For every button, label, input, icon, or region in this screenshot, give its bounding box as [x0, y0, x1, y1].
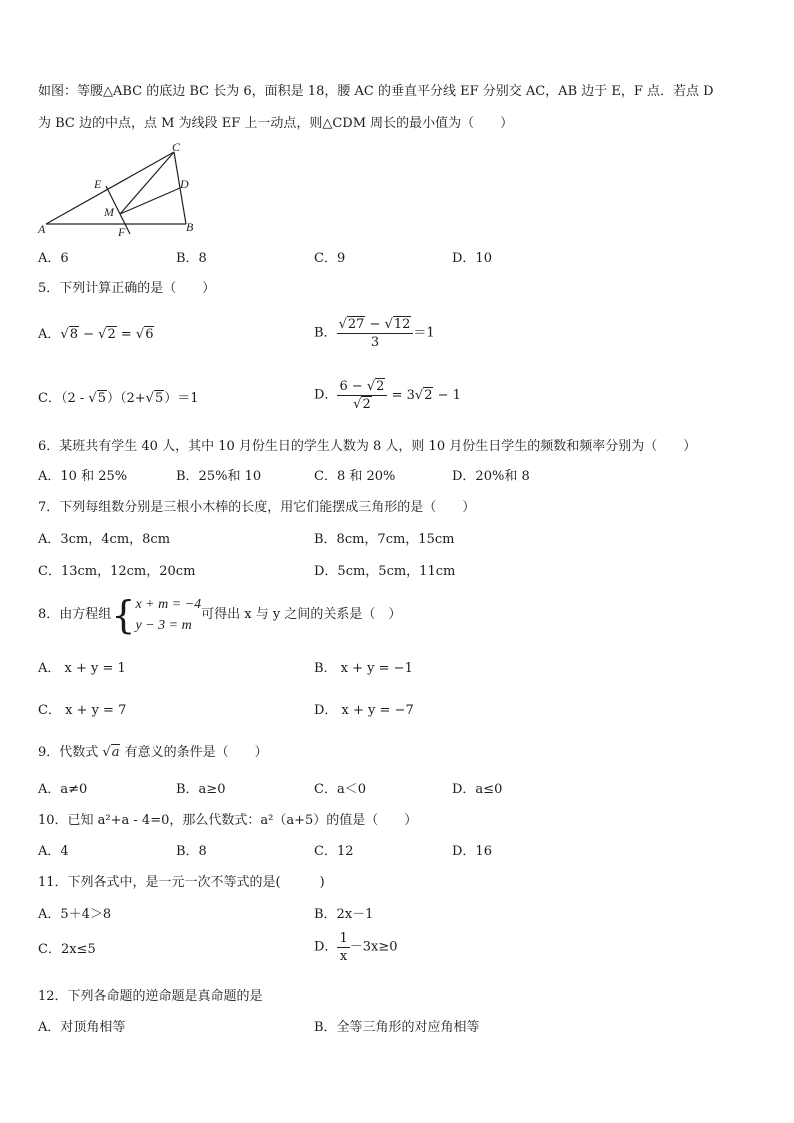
q10-stem: 10．已知 a²+a - 4=0，那么代数式：a²（a+5）的值是（ ）: [38, 813, 418, 828]
q5-option-c[interactable]: C．（2 - √5）（2+√5）＝1: [38, 391, 199, 406]
q4-option-a[interactable]: A．6: [38, 251, 69, 266]
q9-option-d[interactable]: D．a≤0: [452, 782, 503, 797]
q4-stem-line1: 如图：等腰△ABC 的底边 BC 长为 6，面积是 18，腰 AC 的垂直平分线 EF 分别交 AC，AB 边于 E，F 点．若点 D: [38, 84, 714, 99]
q8-equation-1: x + m = −4: [135, 597, 202, 612]
q12-stem: 12．下列各命题的逆命题是真命题的是: [38, 989, 263, 1004]
q10-option-c[interactable]: C．12: [314, 844, 354, 859]
q8-stem: 8．由方程组{ x + m = −4 y − 3 = m 可得出 x 与 y 之间的关系是（ ）: [38, 593, 402, 637]
q6-option-b[interactable]: B．25%和 10: [176, 469, 262, 484]
q11-option-d[interactable]: D． $\frac{1}{x}$ －3x≥0: [314, 931, 398, 964]
q7-stem: 7．下列每组数分别是三根小木棒的长度，用它们能摆成三角形的是（ ）: [38, 500, 476, 515]
q10-option-d[interactable]: D．16: [452, 844, 492, 859]
q7-option-c[interactable]: C．13cm，12cm，20cm: [38, 564, 196, 579]
q7-option-a[interactable]: A．3cm，4cm，8cm: [38, 532, 171, 547]
q11-option-a[interactable]: A．5＋4＞8: [38, 907, 112, 922]
q10-option-a[interactable]: A．4: [38, 844, 69, 859]
q11-option-c[interactable]: C．2x≤5: [38, 942, 96, 957]
q5-option-d[interactable]: D． $\frac{6 - √2}{√2}$ = 3√2 − 1: [314, 379, 461, 412]
q8-option-b[interactable]: B． x + y = −1: [314, 661, 413, 676]
q9-stem: 9．代数式 √a 有意义的条件是（ ）: [38, 745, 268, 760]
q11-option-b[interactable]: B．2x－1: [314, 907, 374, 922]
q4-stem-line2: 为 BC 边的中点，点 M 为线段 EF 上一动点，则△CDM 周长的最小值为（ ）: [38, 116, 514, 131]
label-f: F: [118, 225, 126, 239]
q12-option-a[interactable]: A．对顶角相等: [38, 1020, 126, 1035]
q6-option-c[interactable]: C．8 和 20%: [314, 469, 396, 484]
label-d: D: [180, 177, 189, 191]
q9-option-b[interactable]: B．a≥0: [176, 782, 226, 797]
q9-option-c[interactable]: C．a＜0: [314, 782, 366, 797]
q4-option-d[interactable]: D．10: [452, 251, 492, 266]
q9-option-a[interactable]: A．a≠0: [38, 782, 88, 797]
q11-stem: 11．下列各式中，是一元一次不等式的是( ): [38, 875, 325, 890]
q5-option-a[interactable]: A．√8 − √2 = √6: [38, 327, 154, 342]
q10-option-b[interactable]: B．8: [176, 844, 207, 859]
label-m: M: [104, 205, 114, 219]
q5-option-b[interactable]: B． $\frac{√27 - √12}{3}$ ＝1: [314, 317, 435, 350]
q6-stem: 6．某班共有学生 40 人，其中 10 月份生日的学生人数为 8 人，则 10 月份生日学生的频数和频率分别为（ ）: [38, 439, 697, 454]
q8-option-c[interactable]: C． x + y = 7: [38, 703, 127, 718]
q12-option-b[interactable]: B．全等三角形的对应角相等: [314, 1020, 480, 1035]
q5-stem: 5．下列计算正确的是（ ）: [38, 281, 216, 296]
q6-option-a[interactable]: A．10 和 25%: [38, 469, 128, 484]
q8-equation-2: y − 3 = m: [135, 618, 192, 633]
q4-option-c[interactable]: C．9: [314, 251, 346, 266]
label-b: B: [186, 220, 194, 234]
q8-option-d[interactable]: D． x + y = −7: [314, 703, 414, 718]
q4-triangle-figure: [34, 140, 204, 240]
q8-option-a[interactable]: A． x + y = 1: [38, 661, 126, 676]
label-e: E: [94, 177, 102, 191]
label-a: A: [38, 222, 46, 236]
q6-option-d[interactable]: D．20%和 8: [452, 469, 530, 484]
q7-option-b[interactable]: B．8cm，7cm，15cm: [314, 532, 455, 547]
q4-option-b[interactable]: B．8: [176, 251, 207, 266]
label-c: C: [172, 140, 181, 154]
q7-option-d[interactable]: D．5cm，5cm，11cm: [314, 564, 456, 579]
